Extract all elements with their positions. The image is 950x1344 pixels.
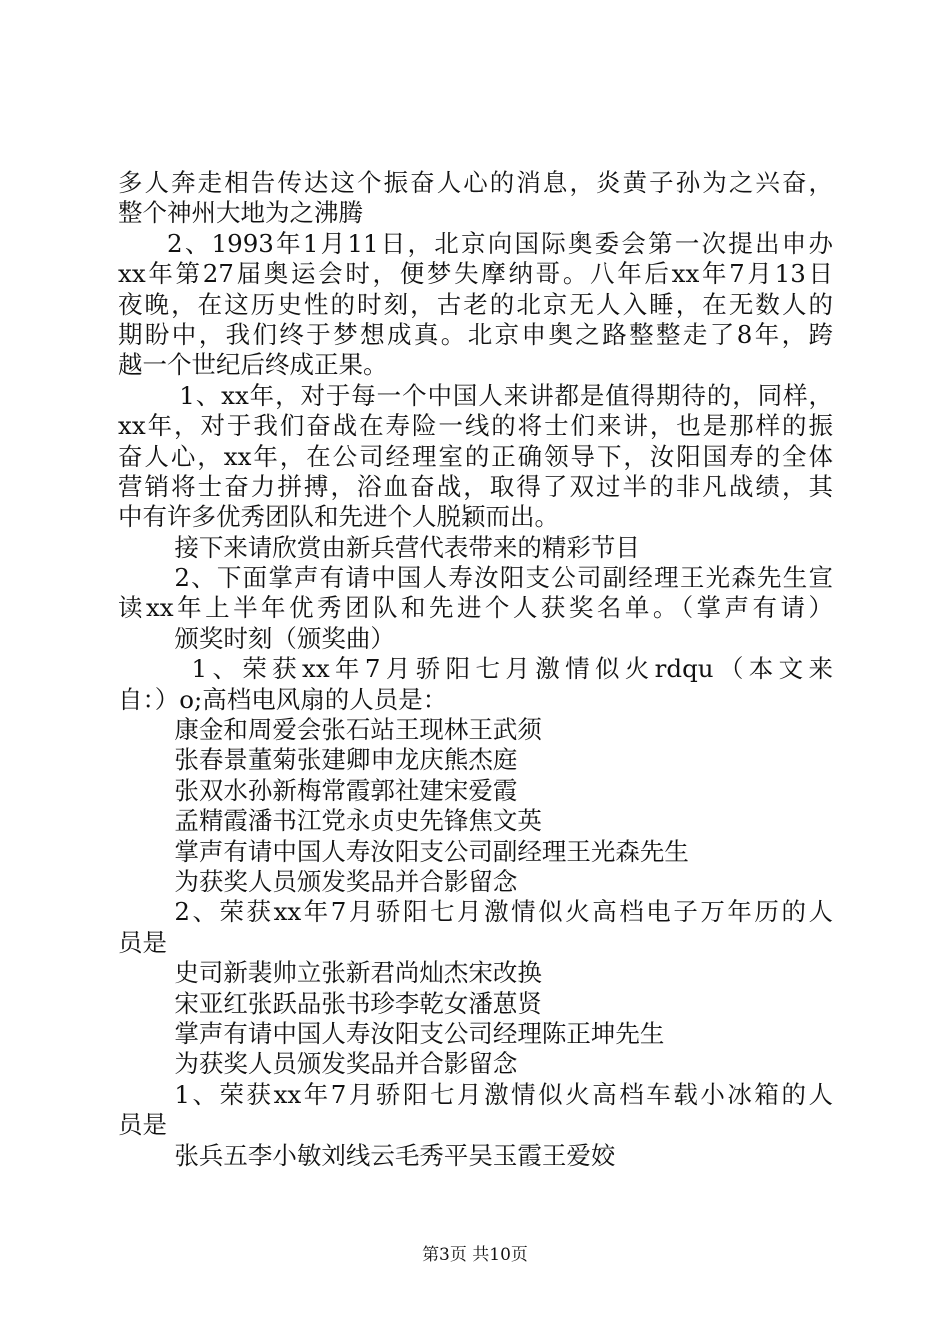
text-line: 孟精霞潘书江党永贞史先锋焦文英 xyxy=(174,806,542,836)
text-line: 张双水孙新梅常霞郭社建宋爱霞 xyxy=(174,775,518,805)
text-line: 中有许多优秀团队和先进个人脱颖而出。 xyxy=(118,502,559,532)
text-line: 掌声有请中国人寿汝阳支公司经理陈正坤先生 xyxy=(174,1018,665,1048)
text-line: 为获奖人员颁发奖品并合影留念 xyxy=(174,1049,518,1079)
text-line: 张春景董菊张建卿申龙庆熊杰庭 xyxy=(174,745,518,775)
text-line: 读xx年上半年优秀团队和先进个人获奖名单。（掌声有请） xyxy=(118,593,833,623)
text-line: 员是 xyxy=(118,1110,167,1140)
text-line: 奋人心，xx年，在公司经理室的正确领导下，汝阳国寿的全体 xyxy=(118,441,833,471)
page-number-footer: 第3页 共10页 xyxy=(422,1245,528,1265)
text-line: 宋亚红张跃品张书珍李乾女潘葸贤 xyxy=(174,988,542,1018)
text-line: 自：）o;高档电风扇的人员是： xyxy=(118,684,448,714)
text-line: 2、下面掌声有请中国人寿汝阳支公司副经理王光森先生宣 xyxy=(174,563,833,593)
text-line: 为获奖人员颁发奖品并合影留念 xyxy=(174,866,518,896)
text-line: 2、1993年1月11日，北京向国际奥委会第一次提出申办 xyxy=(167,228,833,258)
text-line: 整个神州大地为之沸腾 xyxy=(118,198,363,228)
text-line: 史司新裴帅立张新君尚灿杰宋改换 xyxy=(174,958,542,988)
text-line: 多人奔走相告传达这个振奋人心的消息，炎黄子孙为之兴奋， xyxy=(118,168,833,197)
text-line: 1、荣获xx年7月骄阳七月激情似火高档车载小冰箱的人 xyxy=(174,1079,833,1109)
text-line: 员是 xyxy=(118,927,167,957)
text-line: xx年第27届奥运会时，便梦失摩纳哥。八年后xx年7月13日 xyxy=(118,259,833,289)
document-body xyxy=(118,168,833,1171)
text-line: 2、荣获xx年7月骄阳七月激情似火高档电子万年历的人 xyxy=(174,897,833,927)
text-line: 期盼中，我们终于梦想成真。北京申奥之路整整走了8年，跨 xyxy=(118,319,833,349)
text-line: 1、xx年，对于每一个中国人来讲都是值得期待的，同样， xyxy=(179,380,833,410)
text-line: 接下来请欣赏由新兵营代表带来的精彩节目 xyxy=(174,532,640,562)
text-line: 1、荣获xx年7月骄阳七月激情似火rdqu（本文来 xyxy=(191,654,833,684)
text-line: 掌声有请中国人寿汝阳支公司副经理王光森先生 xyxy=(174,836,689,866)
text-line: 康金和周爱会张石站王现林王武须 xyxy=(174,715,542,745)
text-line: 颁奖时刻（颁奖曲） xyxy=(174,623,395,653)
text-line: xx年，对于我们奋战在寿险一线的将士们来讲，也是那样的振 xyxy=(118,411,833,441)
text-line: 越一个世纪后终成正果。 xyxy=(118,350,388,380)
text-line: 夜晚，在这历史性的时刻，古老的北京无人入睡，在无数人的 xyxy=(118,289,833,319)
text-line: 营销将士奋力拼搏，浴血奋战，取得了双过半的非凡战绩，其 xyxy=(118,471,833,501)
text-line: 张兵五李小敏刘线云毛秀平吴玉霞王爱姣 xyxy=(174,1140,616,1170)
